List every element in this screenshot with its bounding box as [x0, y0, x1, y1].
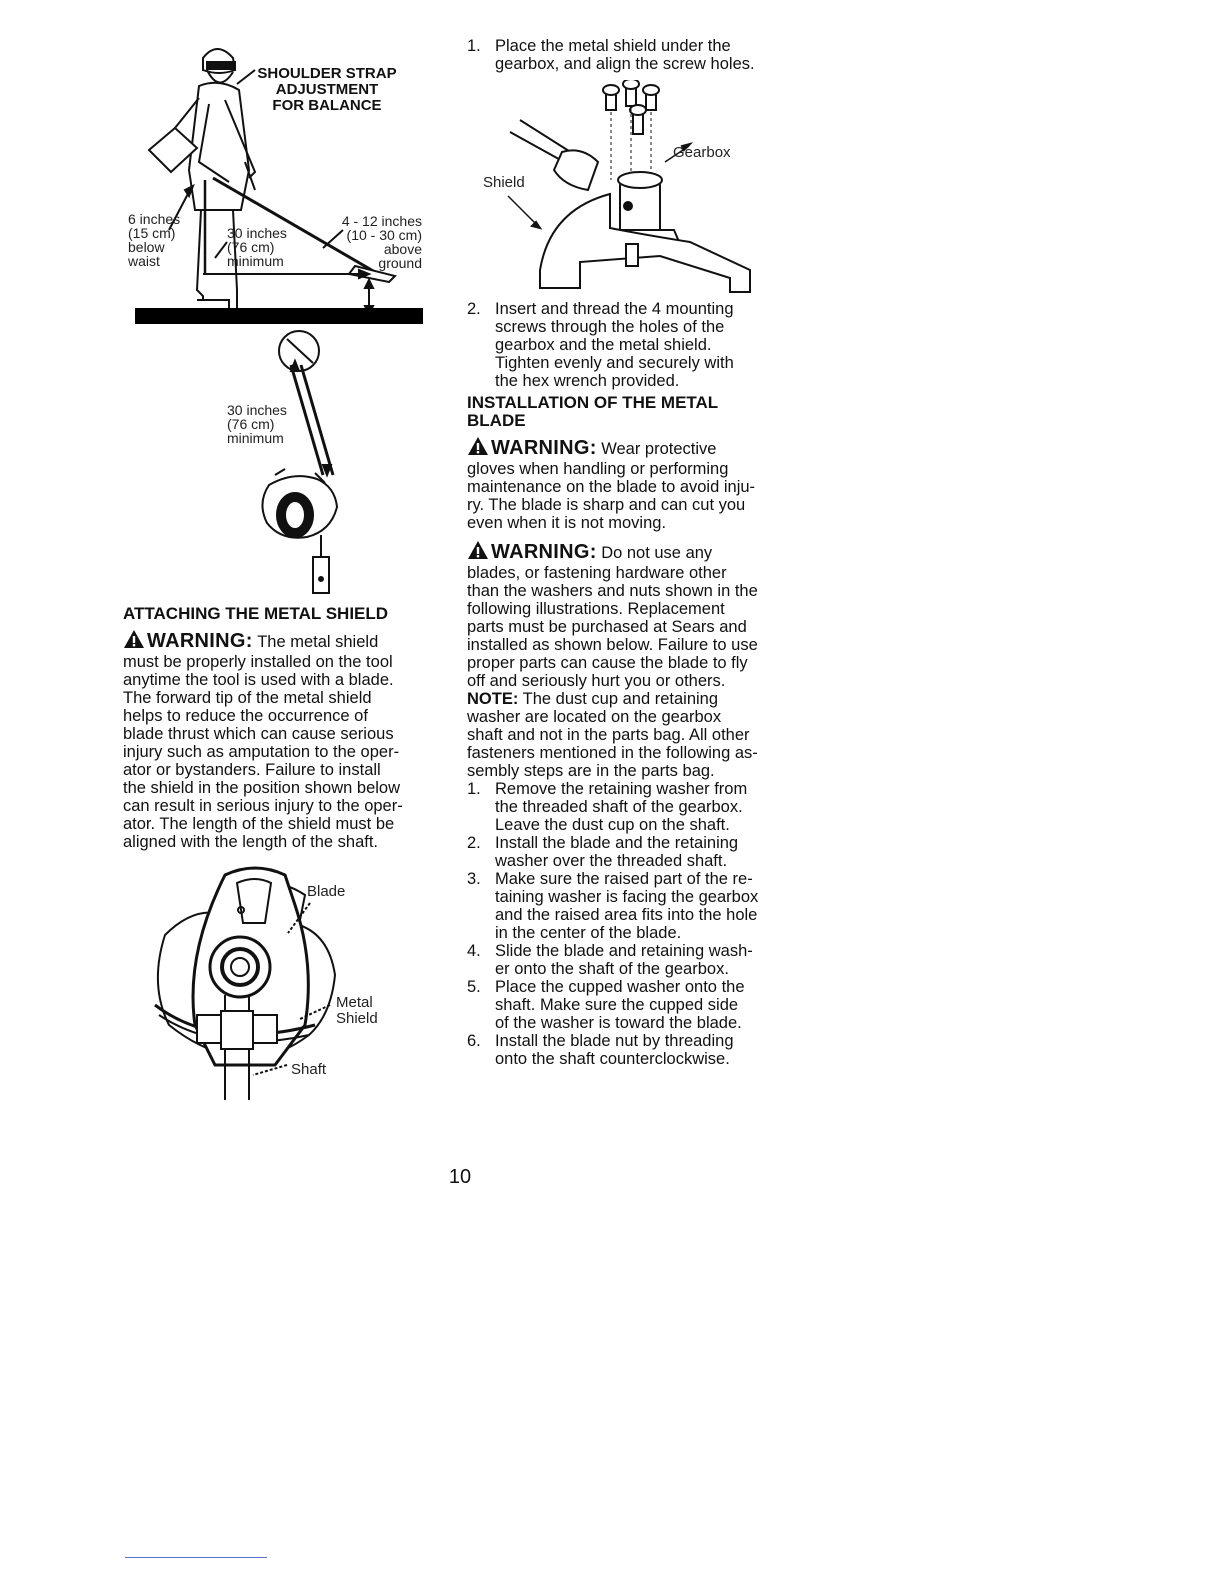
note-block: NOTE: The dust cup and retaining washer are located on the gearbox shaft and not in the parts bag. All other fasteners mentioned in the following as- sembly steps are in the parts bag.: [467, 690, 758, 780]
figure-gearbox-shield: [480, 80, 770, 300]
shield-illustration: [145, 865, 395, 1100]
warning-body: must be properly installed on the tool anytime the tool is used with a blade. The forward tip of the metal shield helps to reduce the occurrence of blade thrust which can cause serious injury such as amputation to the oper- ator or bystanders. Failure to install the shield in the position shown below can result in serious injury to the oper- ator. The length of the shield must be aligned with the length of the shaft.: [123, 653, 403, 851]
figure-top-view: [215, 325, 355, 600]
footer-rule: [125, 1557, 267, 1558]
ground-bar: [135, 308, 423, 324]
figure-operator-stance: [125, 30, 430, 330]
blade-label: Blade: [307, 883, 346, 900]
warning-label: WARNING:: [147, 630, 253, 652]
right-column: [467, 37, 787, 73]
warning-gloves: WARNING: Wear protective gloves when handling or performing maintenance on the blade to avoid inju- ry. The blade is sharp and can cut you even when it is not moving.: [467, 437, 756, 532]
blade-step-5: 5. Place the cupped washer onto the shaft. Make sure the cupped side of the washer is toward the blade.: [467, 978, 745, 1032]
blade-step-3: 3. Make sure the raised part of the re- taining washer is facing the gearbox and the raised area fits into the hole in the center of the blade.: [467, 870, 759, 942]
right-column-body: [467, 300, 787, 1068]
below-waist-label: 6 inches (15 cm) below waist: [128, 211, 181, 269]
blade-step-4: 4. Slide the blade and retaining wash- er onto the shaft of the gearbox.: [467, 942, 753, 978]
strap-caption-line2: ADJUSTMENT: [275, 81, 379, 98]
figure-shield-position: [145, 865, 395, 1100]
left-column-text: [123, 605, 433, 851]
shield-step-1: 1. Place the metal shield under the gearbox, and align the screw holes.: [467, 37, 755, 73]
top-view-illustration: [215, 325, 355, 600]
shield-label-gearbox-fig: Shield: [483, 174, 525, 191]
warning-triangle-icon: [123, 629, 145, 649]
ground-clearance-label: 4 - 12 inches (10 - 30 cm) above ground: [341, 213, 422, 271]
gearbox-label: Gearbox: [673, 144, 731, 161]
reach-minimum-label: 30 inches (76 cm) minimum: [227, 225, 287, 269]
top-view-distance-label: 30 inches (76 cm) minimum: [227, 402, 287, 446]
blade-steps: [467, 780, 787, 1068]
blade-step-6: 6. Install the blade nut by threading onto the shaft counterclockwise.: [467, 1032, 734, 1068]
strap-caption-line3: FOR BALANCE: [272, 97, 382, 114]
warning-label: WARNING:: [491, 437, 597, 459]
warning-metal-shield: [123, 629, 433, 653]
warning-lead-text: Wear protective: [601, 440, 717, 458]
warning-triangle-icon: [467, 436, 489, 456]
metal-shield-label: Metal Shield: [336, 994, 378, 1027]
warning-label: WARNING:: [491, 541, 597, 563]
warning-lead-text: Do not use any: [601, 544, 713, 562]
note-label: NOTE:: [467, 690, 519, 708]
section-heading-metal-shield: ATTACHING THE METAL SHIELD: [123, 604, 389, 623]
shield-steps-2: [467, 300, 787, 390]
shield-steps-1: [467, 37, 787, 73]
warning-lead-text: The metal shield: [257, 633, 379, 651]
shield-step-2: 2. Insert and thread the 4 mounting screws through the holes of the gearbox and the metal shield. Tighten evenly and securely with the hex wrench provided.: [467, 300, 734, 390]
blade-step-1: 1. Remove the retaining washer from the threaded shaft of the gearbox. Leave the dust cup on the shaft.: [467, 780, 748, 834]
shaft-label: Shaft: [291, 1061, 327, 1078]
warning-parts: WARNING: Do not use any blades, or fastening hardware other than the washers and nuts shown in the following illustrations. Replacement parts must be purchased at Sears and installed as shown below. Failure to use proper parts can cause the blade to fly off and seriously hurt you or others.: [467, 541, 758, 690]
page-number: 10: [448, 1166, 472, 1188]
blade-step-2: 2. Install the blade and the retaining washer over the threaded shaft.: [467, 834, 739, 870]
section-heading-metal-blade: INSTALLATION OF THE METAL BLADE: [467, 393, 719, 430]
strap-caption-line1: SHOULDER STRAP: [257, 65, 397, 82]
warning-triangle-icon: [467, 540, 489, 560]
